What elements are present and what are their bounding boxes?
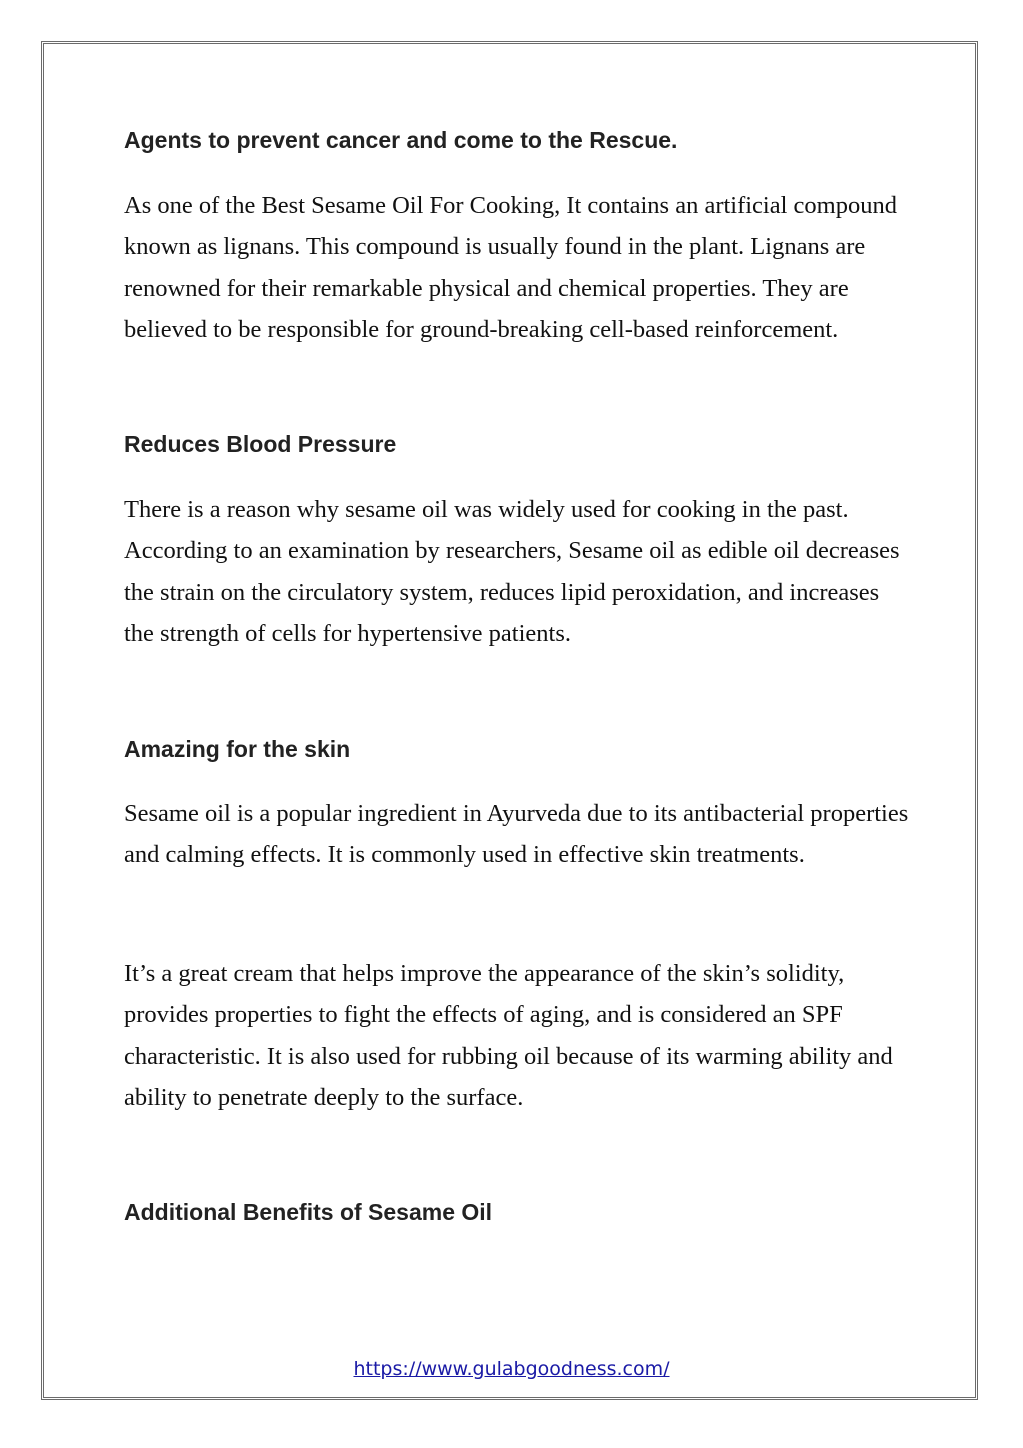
paragraph-ayurveda: Sesame oil is a popular ingredient in Ayurveda due to its antibacterial properties and calming effects. It is commonly used in effective skin treatments. bbox=[124, 800, 909, 869]
section-heading-additional-benefits: Additional Benefits of Sesame Oil bbox=[124, 1199, 493, 1225]
paragraph-cream: It’s a great cream that helps improve the appearance of the skin’s solidity, provides properties to fight the effects of aging, and is considered an SPF characteristic. It is also used for rubbing oil because of its warming ability and ability to penetrate deeply to the surface. bbox=[124, 960, 893, 1111]
paragraph-blood-pressure: There is a reason why sesame oil was widely used for cooking in the past. According to an examination by researchers, Sesame oil as edible oil decreases the strain on the circulatory system, reduces lipid peroxidation, and increases the strength of cells for hypertensive patients. bbox=[124, 496, 900, 647]
paragraph-lignans: As one of the Best Sesame Oil For Cooking, It contains an artificial compound known as lignans. This compound is usually found in the plant. Lignans are renowned for their remarkable physical and chemical properties. They are believed to be responsible for ground-breaking cell-based reinforcement. bbox=[124, 192, 897, 343]
section-heading-blood-pressure: Reduces Blood Pressure bbox=[124, 431, 397, 457]
section-heading-cancer: Agents to prevent cancer and come to the Rescue. bbox=[124, 127, 678, 153]
section-heading-skin: Amazing for the skin bbox=[124, 736, 351, 762]
footer-website-link[interactable]: https://www.gulabgoodness.com/ bbox=[353, 1358, 670, 1380]
